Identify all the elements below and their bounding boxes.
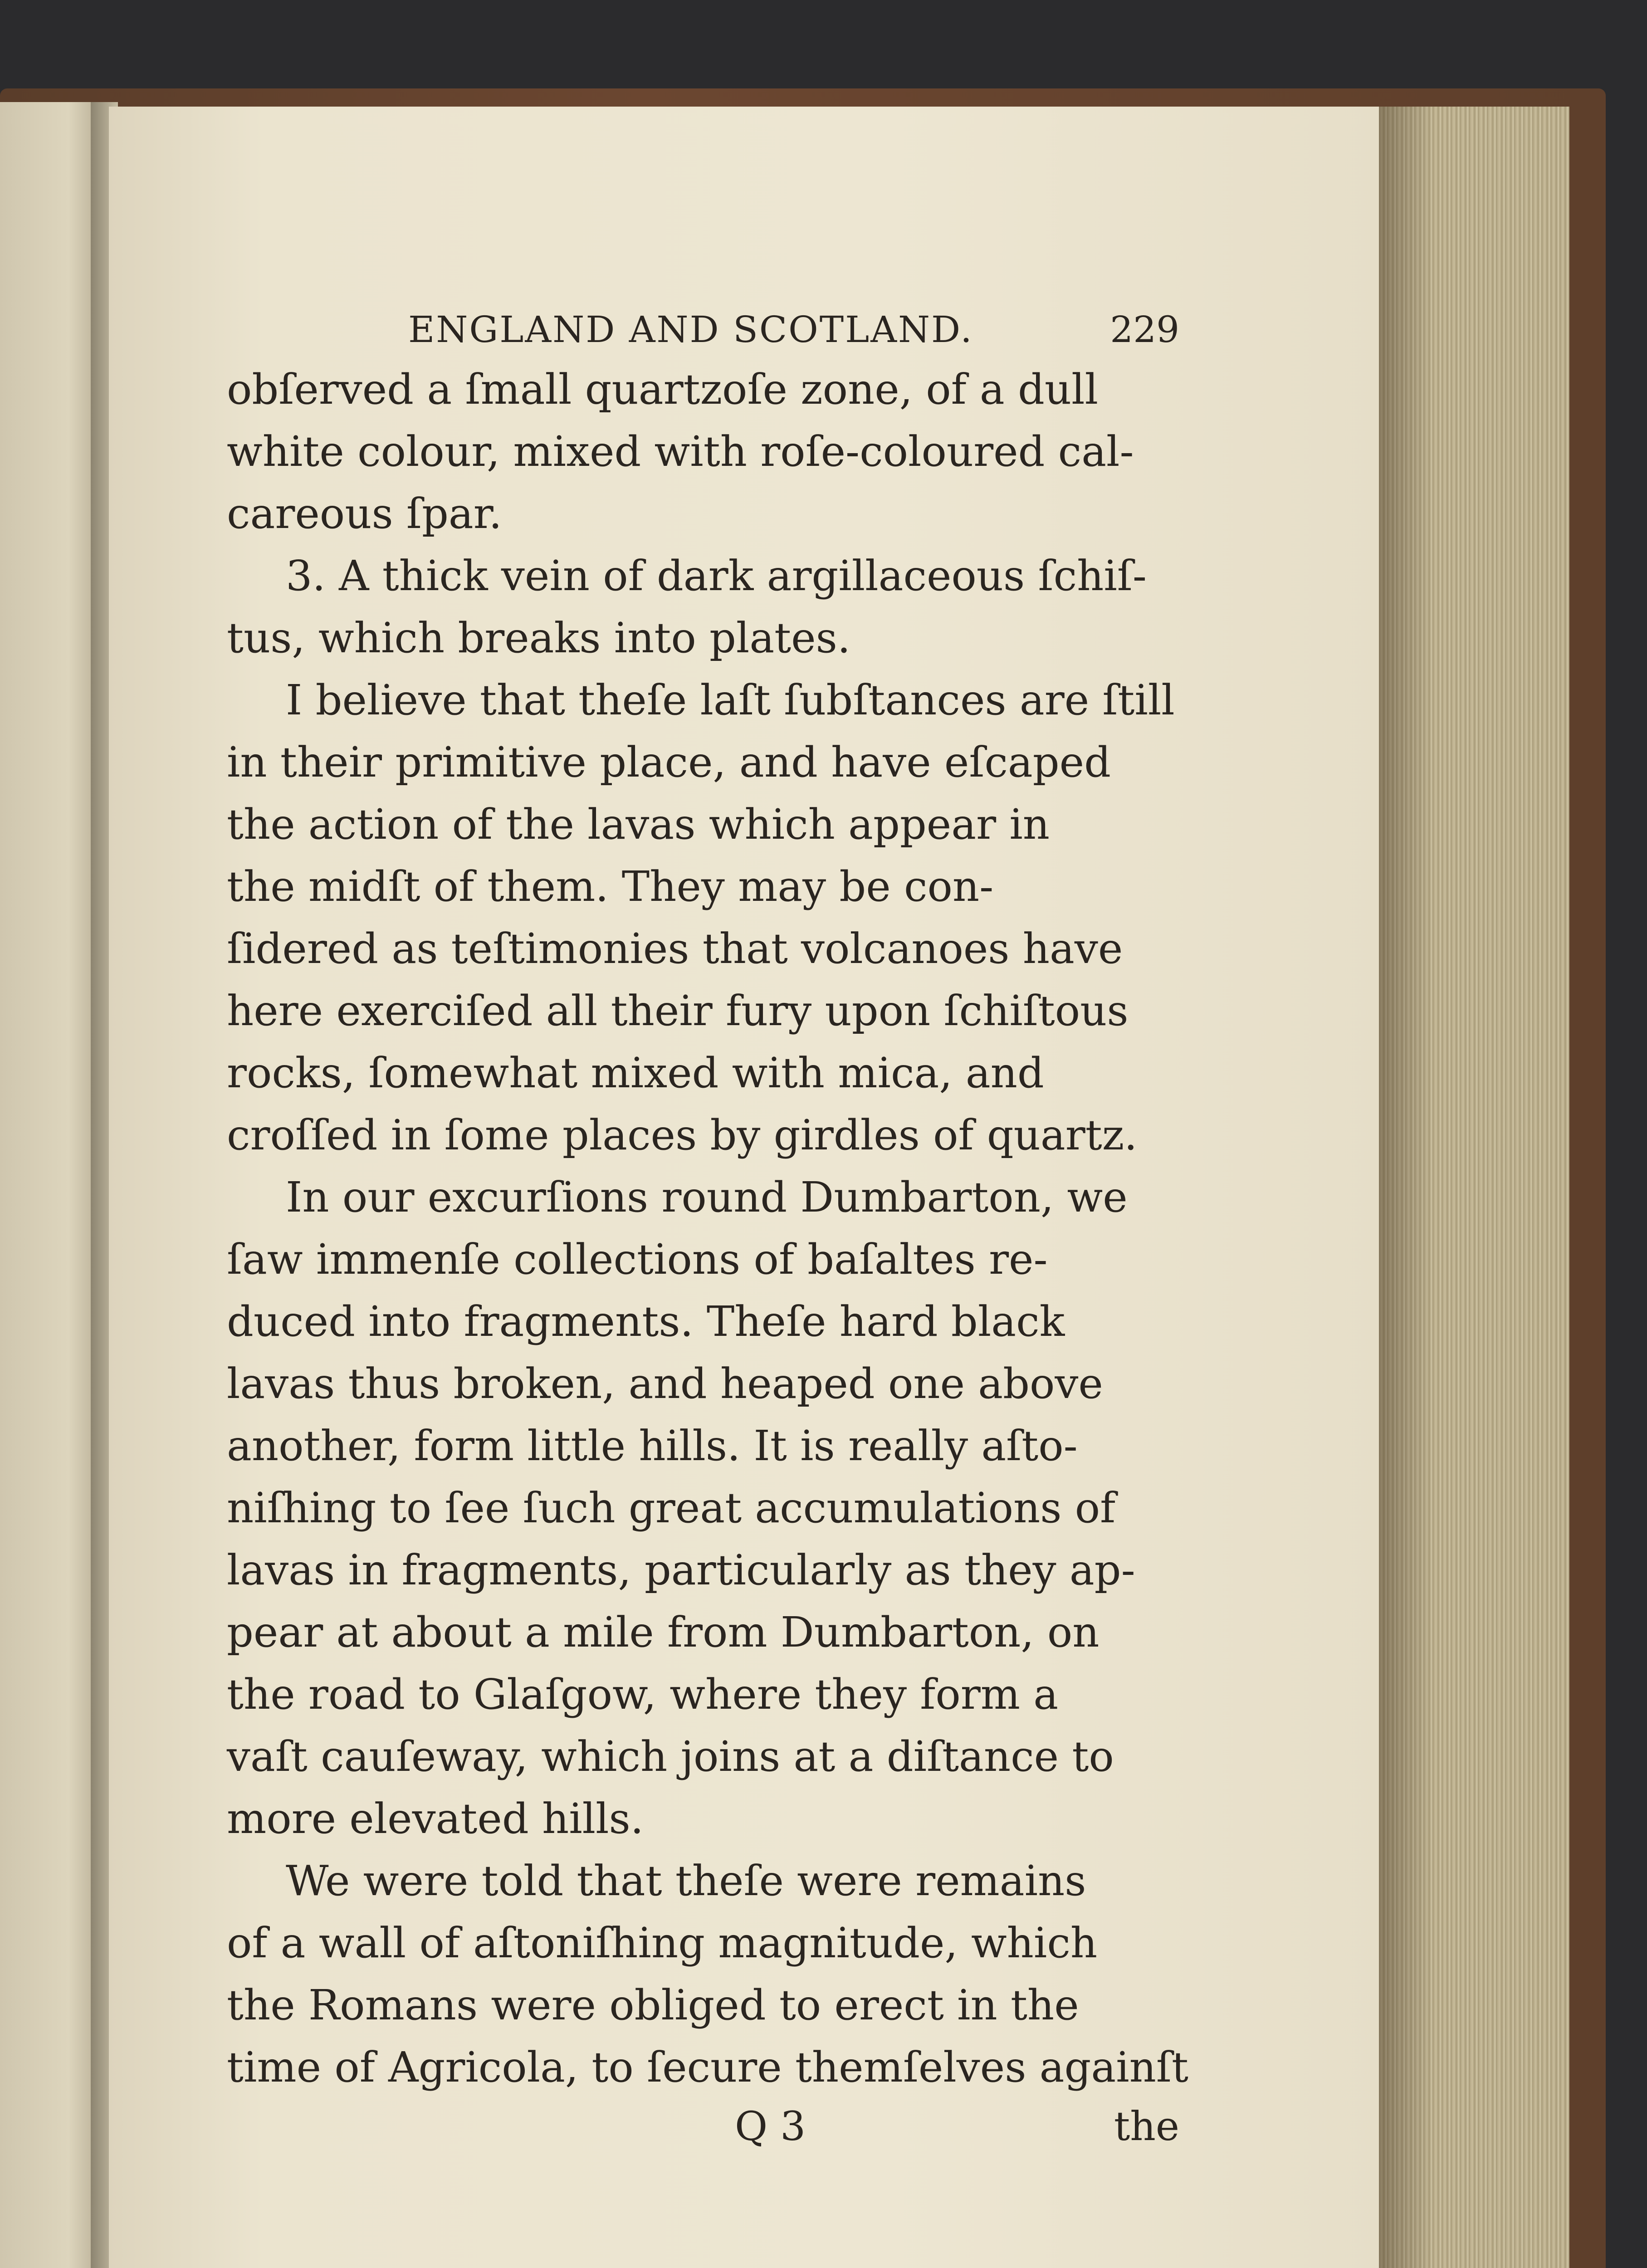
text-line: in their primitive place, and have eſcaped xyxy=(227,738,1111,787)
text-line: the Romans were obliged to erect in the xyxy=(227,1981,1079,2029)
running-head xyxy=(227,290,1179,358)
text-line: time of Agricola, to ſecure themſelves againſt xyxy=(227,2043,1188,2092)
body-text xyxy=(227,358,1188,2098)
catchword: the xyxy=(1114,2103,1179,2150)
text-line: rocks, ſomewhat mixed with mica, and xyxy=(227,1049,1044,1097)
text-line: vaſt cauſeway, which joins at a diſtance to xyxy=(227,1732,1114,1781)
text-line: more elevated hills. xyxy=(227,1794,644,1843)
text-line: of a wall of aſtoniſhing magnitude, which xyxy=(227,1919,1098,1967)
text-block xyxy=(227,290,1188,2166)
page-number: 229 xyxy=(1110,308,1179,351)
text-line: lavas thus broken, and heaped one above xyxy=(227,1359,1103,1408)
text-line: croſſed in ſome places by girdles of quartz. xyxy=(227,1111,1138,1159)
text-line: tus, which breaks into plates. xyxy=(227,614,851,662)
text-line: the action of the lavas which appear in xyxy=(227,800,1050,849)
signature-mark: Q 3 xyxy=(735,2103,806,2150)
page-edges-shadow xyxy=(1379,107,1433,2268)
text-line: ſaw immenſe collections of baſaltes re- xyxy=(227,1235,1048,1284)
text-line: another, form little hills. It is really aſto- xyxy=(227,1422,1078,1470)
text-line: ſidered as teſtimonies that volcanoes have xyxy=(227,924,1123,973)
left-page-edge xyxy=(0,102,98,2268)
text-line: pear at about a mile from Dumbarton, on xyxy=(227,1608,1100,1657)
text-line: niſhing to ſee ſuch great accumulations of xyxy=(227,1484,1116,1532)
text-line: In our excurſions round Dumbarton, we xyxy=(286,1173,1128,1222)
text-line: I believe that theſe laſt ſubſtances are ſtill xyxy=(286,676,1175,724)
running-head-title: ENGLAND AND SCOTLAND. xyxy=(408,308,973,351)
text-line: careous ſpar. xyxy=(227,489,502,538)
text-line: here exerciſed all their fury upon ſchiſtous xyxy=(227,987,1129,1035)
text-line: 3. A thick vein of dark argillaceous ſchiſ- xyxy=(286,552,1147,600)
text-line: obſerved a ſmall quartzoſe zone, of a dull xyxy=(227,365,1098,414)
text-line: white colour, mixed with roſe-coloured cal- xyxy=(227,427,1134,476)
text-line: lavas in fragments, particularly as they ap- xyxy=(227,1546,1135,1594)
text-line: We were told that theſe were remains xyxy=(286,1857,1086,1905)
text-line: the midſt of them. They may be con- xyxy=(227,862,994,911)
text-line: the road to Glaſgow, where they form a xyxy=(227,1670,1059,1719)
text-line: duced into fragments. Theſe hard black xyxy=(227,1297,1065,1346)
page-footer xyxy=(227,2103,1179,2166)
